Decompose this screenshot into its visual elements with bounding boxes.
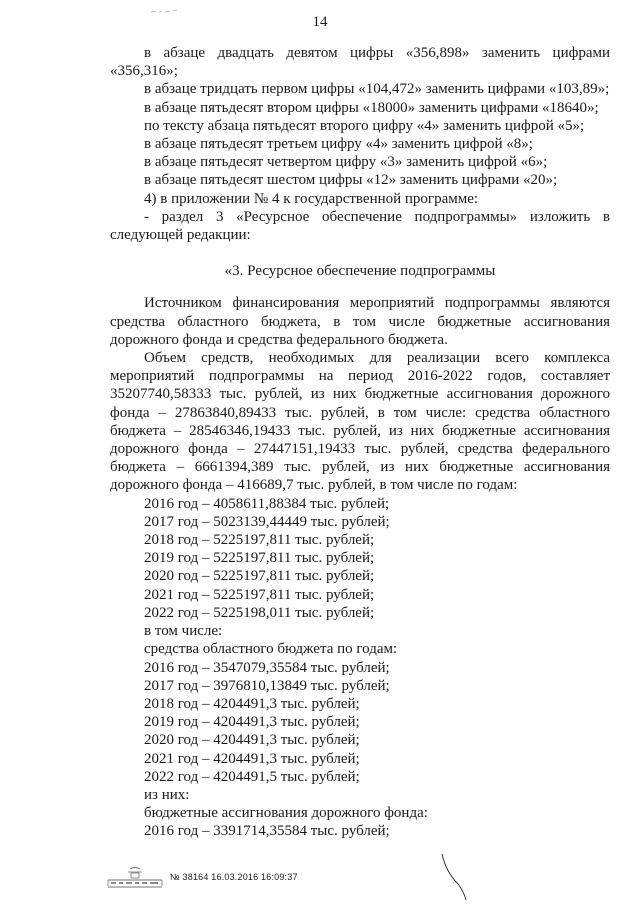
list-item: 2022 год – 5225198,011 тыс. рублей; xyxy=(144,604,375,621)
list-item: 2017 год – 3976810,13849 тыс. рублей; xyxy=(144,677,390,694)
paragraph: в том числе: xyxy=(144,623,223,640)
list-item: 2018 год – 4204491,3 тыс. рублей; xyxy=(144,695,360,712)
scan-artifact-icon xyxy=(150,8,178,14)
list-item: 2020 год – 5225197,811 тыс. рублей; xyxy=(144,568,375,585)
paragraph: в абзаце двадцать девятом цифры «356,898» заменить цифрами «356,316»; xyxy=(110,45,610,80)
paragraph: в абзаце пятьдесят шестом цифры «12» заменить цифрами «20»; xyxy=(144,172,558,189)
list-item: 2021 год – 5225197,811 тыс. рублей; xyxy=(144,586,375,603)
pen-stroke-icon xyxy=(440,852,470,902)
list-item: 2016 год – 4058611,88384 тыс. рублей; xyxy=(144,495,390,512)
paragraph: в абзаце пятьдесят четвертом цифру «3» заменить цифрой «6»; xyxy=(144,154,548,171)
list-item: 2022 год – 4204491,5 тыс. рублей; xyxy=(144,768,360,785)
section-heading: «3. Ресурсное обеспечение подпрограммы xyxy=(224,263,496,280)
list-item: 2017 год – 5023139,44449 тыс. рублей; xyxy=(144,513,390,530)
document-registration-number: № 38164 16.03.2016 16:09:37 xyxy=(170,872,298,882)
paragraph: Источником финансирования мероприятий подпрограммы являются средства областного бюджета, в том числе бюджетные ассигнования дорожного фонда и средства федерального бюджета. xyxy=(110,295,610,348)
list-item: 2020 год – 4204491,3 тыс. рублей; xyxy=(144,732,360,749)
paragraph: 4) в приложении № 4 к государственной программе: xyxy=(144,190,479,207)
page-number: 14 xyxy=(312,14,328,30)
paragraph: в абзаце пятьдесят третьем цифру «4» заменить цифрой «8»; xyxy=(144,136,533,153)
registry-stamp-icon xyxy=(106,866,164,890)
document-footer xyxy=(106,866,626,896)
list-item: 2016 год – 3547079,35584 тыс. рублей; xyxy=(144,659,390,676)
paragraph: Объем средств, необходимых для реализации всего комплекса мероприятий подпрограммы на период 2016-2022 годов, составляет 35207740,58333 тыс. рублей, из них бюджетные ассигнования дорожного фонда – 27863840,89433 тыс. рублей, в том числе: средства областного бюджета – 28546346,19433 тыс. рублей, из них бюджетные ассигнования дорожного фонда – 27447151,19433 тыс. рублей, средства федерального бюджета – 6661394,389 тыс. рублей, из них бюджетные ассигнования дорожного фонда – 416689,7 тыс. рублей, в том числе по годам: xyxy=(110,350,610,494)
list-item: 2019 год – 4204491,3 тыс. рублей; xyxy=(144,714,360,731)
paragraph: по тексту абзаца пятьдесят второго цифру «4» заменить цифрой «5»; xyxy=(144,117,585,134)
paragraph: из них: xyxy=(144,786,190,803)
paragraph: в абзаце пятьдесят втором цифры «18000» заменить цифрами «18640»; xyxy=(144,99,599,116)
list-item: 2016 год – 3391714,35584 тыс. рублей; xyxy=(144,823,390,840)
paragraph: - раздел 3 «Ресурсное обеспечение подпрограммы» изложить в следующей редакции: xyxy=(110,208,610,244)
document-body xyxy=(110,44,610,841)
list-item: 2018 год – 5225197,811 тыс. рублей; xyxy=(144,532,375,549)
list-item: 2019 год – 5225197,811 тыс. рублей; xyxy=(144,550,375,567)
paragraph: в абзаце тридцать первом цифры «104,472» заменить цифрами «103,89»; xyxy=(144,81,610,98)
paragraph: бюджетные ассигнования дорожного фонда: xyxy=(144,805,428,822)
paragraph: средства областного бюджета по годам: xyxy=(144,641,398,658)
list-item: 2021 год – 4204491,3 тыс. рублей; xyxy=(144,750,360,767)
